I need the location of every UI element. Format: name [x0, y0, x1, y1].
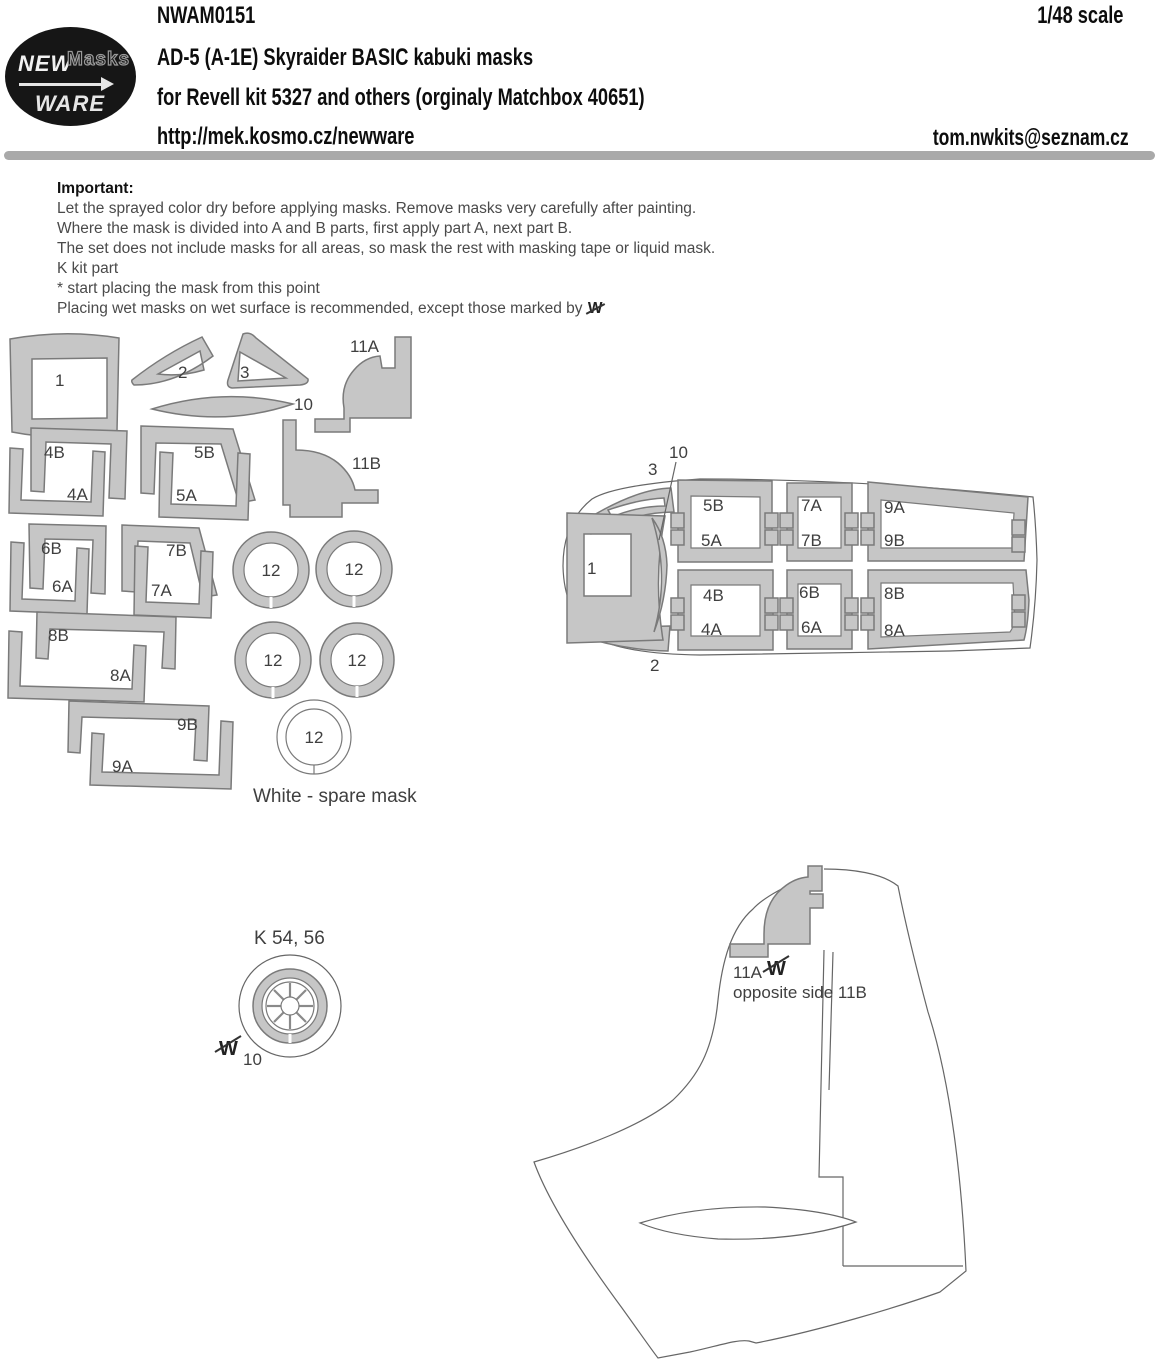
- header-divider: [4, 151, 1155, 160]
- part-label: 4B: [44, 443, 65, 462]
- mask-part-2: [132, 337, 213, 385]
- notch: [671, 615, 684, 630]
- notch: [780, 598, 793, 613]
- part-label: 1: [55, 371, 65, 390]
- tail-outline: [534, 869, 966, 1358]
- wet-mask-symbol: W: [587, 300, 603, 317]
- instruction-line: K kit part: [57, 260, 119, 277]
- part-label: 8B: [48, 626, 69, 645]
- part-label: 6A: [52, 577, 73, 596]
- wheel-diagram: [215, 928, 341, 1069]
- notch: [780, 530, 793, 545]
- mask-part-10: [152, 397, 293, 417]
- canopy-label: 10: [669, 443, 688, 462]
- canopy-label: 4A: [701, 620, 722, 639]
- scale-label: 1/48 scale: [1036, 2, 1123, 29]
- spare-mask-note: White - spare mask: [253, 786, 417, 807]
- notch: [845, 615, 858, 630]
- notch: [780, 615, 793, 630]
- contact-email: tom.nwkits@seznam.cz: [933, 124, 1129, 150]
- notch: [861, 615, 874, 630]
- part-label: 3: [240, 363, 250, 382]
- logo-ware-text: WARE: [35, 91, 105, 116]
- wet-mask-symbol: [215, 1036, 241, 1060]
- logo-new-text: NEW: [18, 51, 73, 76]
- notch: [780, 513, 793, 528]
- instruction-line-wet: [57, 299, 715, 319]
- notch: [845, 598, 858, 613]
- canopy-label: 8B: [884, 584, 905, 603]
- canopy-label: 6A: [801, 618, 822, 637]
- notch: [765, 598, 778, 613]
- website-url: http://mek.kosmo.cz/newware: [157, 123, 415, 150]
- notch: [1012, 612, 1025, 627]
- w-glyph: W: [219, 1038, 238, 1060]
- tail-mask-11A: [730, 866, 823, 957]
- instruction-line: Let the sprayed color dry before applying masks. Remove masks very carefully after painting.: [57, 200, 697, 217]
- parts-sheet: [8, 333, 417, 807]
- notch: [671, 598, 684, 613]
- part-label: 6B: [41, 539, 62, 558]
- part-label: 11B: [352, 454, 381, 473]
- mask-part-12-rings: [233, 531, 394, 698]
- instruction-line: The set does not include masks for all areas, so mask the rest with masking tape or liquid mask.: [57, 240, 716, 257]
- tail-opposite-label: opposite side 11B: [733, 983, 867, 1002]
- notch: [861, 530, 874, 545]
- newware-logo: [5, 27, 136, 126]
- instructions: [57, 179, 715, 319]
- logo-arrow-icon: [19, 83, 101, 86]
- part-label: 9A: [112, 757, 133, 776]
- part-label: 5A: [176, 486, 197, 505]
- part-label: 11A: [350, 337, 379, 356]
- wheel-mask-number: 10: [243, 1050, 262, 1069]
- canopy-label: 1: [587, 559, 597, 578]
- w-glyph: W: [767, 958, 786, 980]
- mask-part-9A: [90, 721, 233, 789]
- instruction-line: Where the mask is divided into A and B parts, first apply part A, next part B.: [57, 220, 573, 237]
- tail-diagram: [534, 866, 966, 1358]
- part-label: 9B: [177, 715, 198, 734]
- canopy-label: 2: [650, 656, 660, 675]
- notch: [845, 513, 858, 528]
- part-label: 7A: [151, 581, 172, 600]
- wheel-kit-label: K 54, 56: [254, 928, 325, 949]
- part-label: 4A: [67, 485, 88, 504]
- notch: [765, 615, 778, 630]
- canopy-label: 8A: [884, 621, 905, 640]
- notch: [671, 513, 684, 528]
- spare-mask-ring: [277, 700, 351, 774]
- notch: [1012, 595, 1025, 610]
- notch: [1012, 520, 1025, 535]
- canopy-label: 6B: [799, 583, 820, 602]
- canopy-label: 5A: [701, 531, 722, 550]
- notch: [671, 530, 684, 545]
- canopy-label: 9A: [884, 498, 905, 517]
- part-label: 5B: [194, 443, 215, 462]
- canopy-label: 3: [648, 460, 658, 479]
- tail-mask-label: 11A: [733, 963, 762, 982]
- product-subtitle: for Revell kit 5327 and others (orginaly Matchbox 40651): [157, 84, 645, 111]
- part-label: 12: [304, 728, 324, 747]
- part-label: 7B: [166, 541, 187, 560]
- notch: [1012, 537, 1025, 552]
- part-label: 12: [261, 561, 281, 580]
- canopy-label: 4B: [703, 586, 724, 605]
- canopy-label: 7A: [801, 496, 822, 515]
- notch: [765, 530, 778, 545]
- stabilizer-airfoil: [640, 1207, 856, 1239]
- part-label: 12: [347, 651, 367, 670]
- part-label: 12: [263, 651, 283, 670]
- notch: [765, 513, 778, 528]
- part-label: 10: [294, 395, 313, 414]
- instruction-line: * start placing the mask from this point: [57, 280, 320, 297]
- part-label: 12: [344, 560, 364, 579]
- notch: [861, 513, 874, 528]
- part-label: 8A: [110, 666, 131, 685]
- wet-mask-symbol: [763, 956, 789, 980]
- diagram-canvas: [0, 320, 1159, 1361]
- canopy-label: 5B: [703, 496, 724, 515]
- canopy-label: 9B: [884, 531, 905, 550]
- product-code: NWAM0151: [157, 2, 256, 29]
- notch: [861, 598, 874, 613]
- notch: [845, 530, 858, 545]
- canopy-top-view: [563, 443, 1037, 675]
- mask-part-1: [10, 334, 119, 437]
- canopy-label: 7B: [801, 531, 822, 550]
- product-title: AD-5 (A-1E) Skyraider BASIC kabuki masks: [157, 44, 534, 71]
- logo-masks-text: Masks: [67, 49, 131, 70]
- part-label: 2: [178, 363, 188, 382]
- instructions-heading: Important:: [57, 180, 134, 197]
- instruction-line-wet-text: Placing wet masks on wet surface is recommended, except those marked by: [57, 300, 587, 317]
